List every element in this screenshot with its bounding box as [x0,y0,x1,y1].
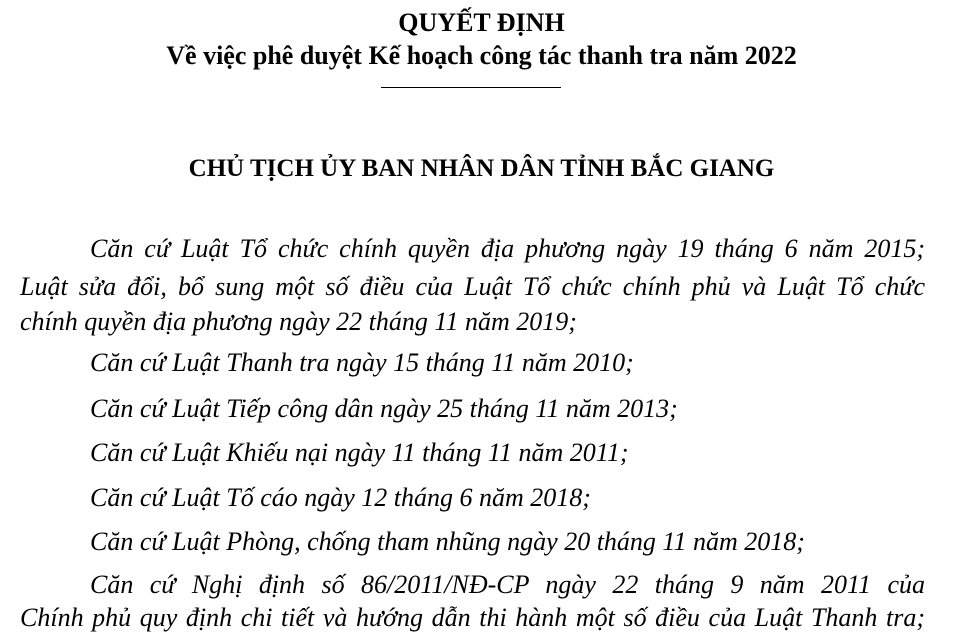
legal-basis-line: Căn cứ Luật Tổ chức chính quyền địa phương ngày 19 tháng 6 năm 2015; [90,234,925,263]
legal-basis-line: Chính phủ quy định chi tiết và hướng dẫn thi hành một số điều của Luật Thanh tra; [20,603,925,632]
decision-subtitle: Về việc phê duyệt Kế hoạch công tác thanh tra năm 2022 [166,41,797,70]
issuing-authority: CHỦ TỊCH ỦY BAN NHÂN DÂN TỈNH BẮC GIANG [188,155,775,182]
legal-basis-line: Căn cứ Luật Tố cáo ngày 12 tháng 6 năm 2018; [90,483,591,512]
legal-basis-line: chính quyền địa phương ngày 22 tháng 11 năm 2019; [20,307,577,336]
legal-basis-line: Căn cứ Nghị định số 86/2011/NĐ-CP ngày 22 tháng 9 năm 2011 của [90,570,925,599]
legal-basis-line: Căn cứ Luật Thanh tra ngày 15 tháng 11 năm 2010; [90,348,634,377]
legal-basis-line: Căn cứ Luật Khiếu nại ngày 11 tháng 11 năm 2011; [90,438,629,467]
decision-title: QUYẾT ĐỊNH [398,8,565,37]
title-divider [381,87,561,88]
legal-basis-line: Căn cứ Luật Tiếp công dân ngày 25 tháng 11 năm 2013; [90,394,678,423]
legal-basis-line: Căn cứ Luật Phòng, chống tham nhũng ngày 20 tháng 11 năm 2018; [90,527,805,556]
legal-basis-line: Luật sửa đổi, bổ sung một số điều của Luật Tổ chức chính phủ và Luật Tổ chức [20,272,925,301]
